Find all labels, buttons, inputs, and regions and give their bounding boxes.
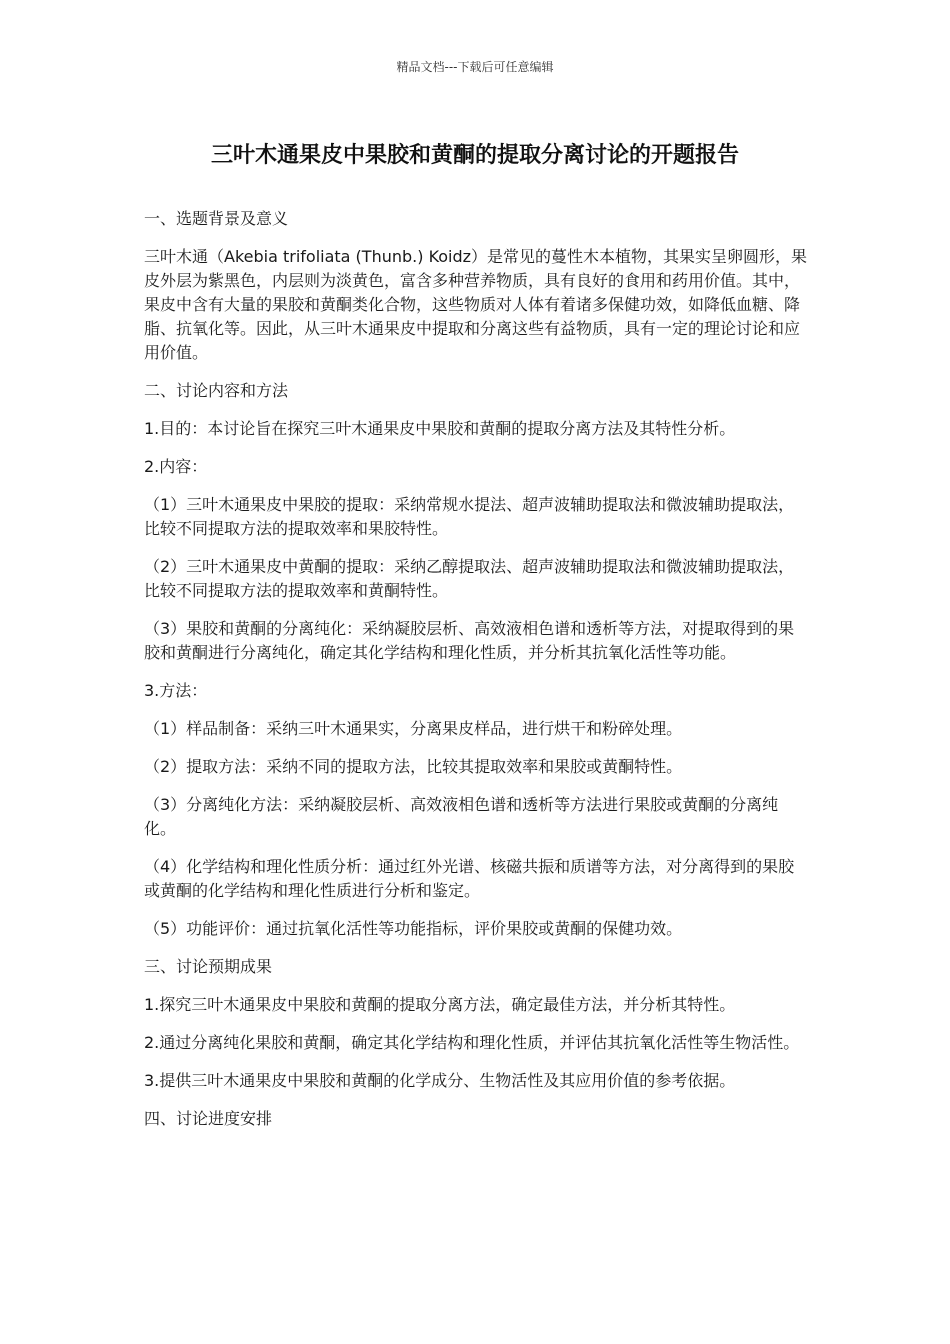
paragraph-method-item-1: （1）样品制备：采纳三叶木通果实，分离果皮样品，进行烘干和粉碎处理。 — [144, 719, 683, 738]
section-heading-background: 一、选题背景及意义 — [144, 209, 289, 228]
paragraph-result-1: 1.探究三叶木通果皮中果胶和黄酮的提取分离方法，确定最佳方法，并分析其特性。 — [144, 995, 736, 1014]
paragraph-content-label: 2.内容： — [144, 457, 208, 476]
paragraph-methods-label: 3.方法： — [144, 681, 208, 700]
document-title: 三叶木通果皮中果胶和黄酮的提取分离讨论的开题报告 — [210, 143, 739, 168]
paragraph-result-3: 3.提供三叶木通果皮中果胶和黄酮的化学成分、生物活性及其应用价值的参考依据。 — [144, 1071, 736, 1090]
section-heading-schedule: 四、讨论进度安排 — [144, 1109, 273, 1128]
paragraph-content-item-1: （1）三叶木通果皮中果胶的提取：采纳常规水提法、超声波辅助提取法和微波辅助提取法，比较不同提取方法的提取效率和果胶特性。 — [144, 495, 795, 538]
paragraph-purpose: 1.目的：本讨论旨在探究三叶木通果皮中果胶和黄酮的提取分离方法及其特性分析。 — [144, 419, 736, 438]
section-heading-expected-results: 三、讨论预期成果 — [144, 957, 273, 976]
paragraph-content-item-3: （3）果胶和黄酮的分离纯化：采纳凝胶层析、高效液相色谱和透析等方法，对提取得到的果胶和黄酮进行分离纯化，确定其化学结构和理化性质，并分析其抗氧化活性等功能。 — [144, 619, 795, 662]
paragraph-method-item-3: （3）分离纯化方法：采纳凝胶层析、高效液相色谱和透析等方法进行果胶或黄酮的分离纯化。 — [144, 795, 779, 838]
section-heading-content-methods: 二、讨论内容和方法 — [144, 381, 289, 400]
paragraph-method-item-5: （5）功能评价：通过抗氧化活性等功能指标，评价果胶或黄酮的保健功效。 — [144, 919, 683, 938]
paragraph-method-item-2: （2）提取方法：采纳不同的提取方法，比较其提取效率和果胶或黄酮特性。 — [144, 757, 683, 776]
paragraph-method-item-4: （4）化学结构和理化性质分析：通过红外光谱、核磁共振和质谱等方法，对分离得到的果胶或黄酮的化学结构和理化性质进行分析和鉴定。 — [144, 857, 795, 900]
paragraph-content-item-2: （2）三叶木通果皮中黄酮的提取：采纳乙醇提取法、超声波辅助提取法和微波辅助提取法，比较不同提取方法的提取效率和黄酮特性。 — [144, 557, 795, 600]
header-note: 精品文档---下载后可任意编辑 — [396, 60, 554, 74]
paragraph-result-2: 2.通过分离纯化果胶和黄酮，确定其化学结构和理化性质，并评估其抗氧化活性等生物活性。 — [144, 1033, 800, 1052]
document-body — [144, 207, 808, 1145]
paragraph-background: 三叶木通（Akebia trifoliata (Thunb.) Koidz）是常见的蔓性木本植物，其果实呈卵圆形，果皮外层为紫黑色，内层则为淡黄色，富含多种营养物质，具有良好的食用和药用价值。其中，果皮中含有大量的果胶和黄酮类化合物，这些物质对人体有着诸多保健功效，如降低血糖、降脂、抗氧化等。因此，从三叶木通果皮中提取和分离这些有益物质，具有一定的理论讨论和应用价值。 — [144, 247, 808, 362]
